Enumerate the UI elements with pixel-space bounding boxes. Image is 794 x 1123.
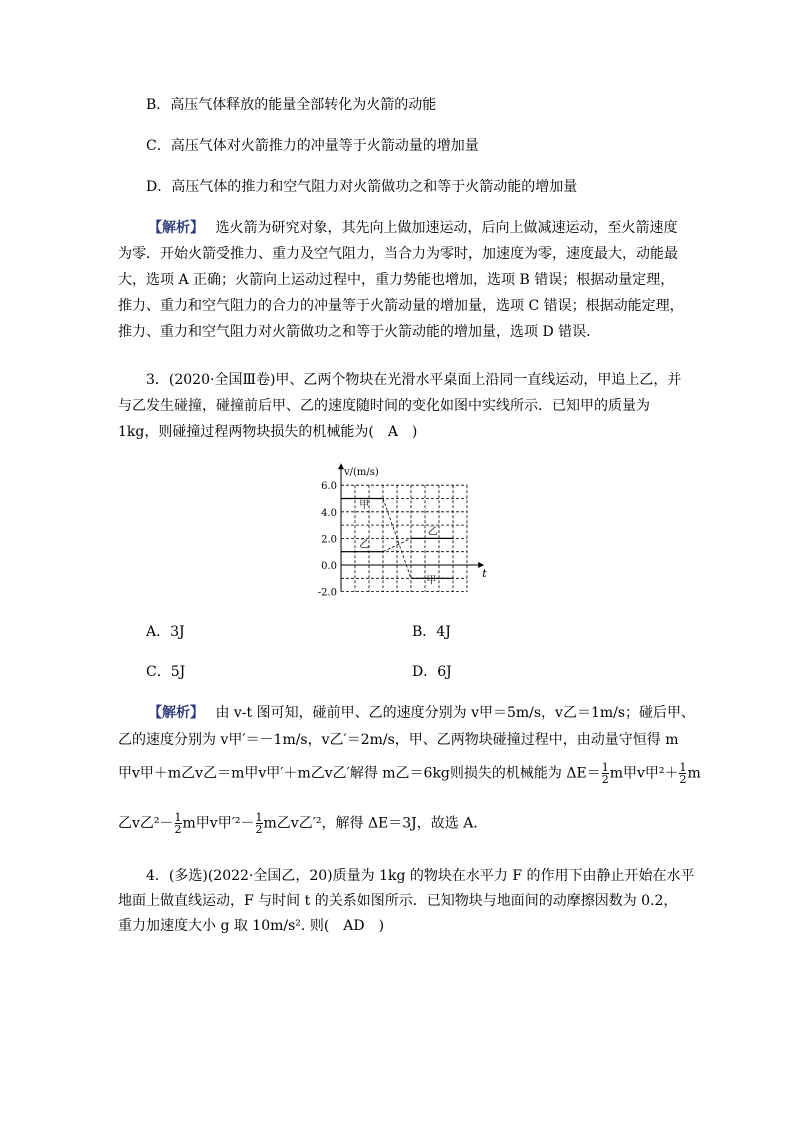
y-axis-label: v/(m/s) bbox=[344, 467, 379, 479]
option-b: B．高压气体释放的能量全部转化为火箭的动能 bbox=[146, 97, 437, 113]
analysis-line: 推力、重力和空气阻力的合力的冲量等于火箭动量的增加量，选项 C 错误；根据动能定理， bbox=[118, 298, 684, 314]
question-3-stem: 1kg，则碰撞过程两物块损失的机械能为( A ) bbox=[118, 424, 418, 440]
question-4-stem: 重力加速度大小 g 取 10m/s². 则( AD ) bbox=[118, 918, 385, 934]
y-tick-label: 6.0 bbox=[321, 481, 337, 493]
y-tick-label: 0.0 bbox=[321, 561, 337, 572]
option-b: B．4J bbox=[412, 624, 451, 640]
option-c: C．5J bbox=[146, 664, 186, 680]
analysis-line: 大，选项 A 正确；火箭向上运动过程中，重力势能也增加，选项 B 错误；根据动量定理， bbox=[118, 272, 675, 288]
analysis-line bbox=[148, 704, 696, 722]
option-d: D．高压气体的推力和空气阻力对火箭做功之和等于火箭动能的增加量 bbox=[146, 179, 578, 195]
numerator: 1 bbox=[174, 811, 182, 824]
numerator: 1 bbox=[679, 761, 687, 774]
series-label: 乙 bbox=[427, 526, 438, 538]
analysis-text: m甲v甲²＋ bbox=[609, 765, 679, 782]
denominator: 2 bbox=[601, 773, 609, 786]
series-label: 甲 bbox=[426, 575, 437, 587]
denominator: 2 bbox=[679, 773, 687, 786]
numerator: 1 bbox=[601, 761, 609, 774]
analysis-text: m甲v甲′²－ bbox=[182, 815, 255, 832]
y-tick-label: 2.0 bbox=[321, 534, 337, 546]
fraction bbox=[256, 812, 263, 835]
fraction bbox=[175, 812, 182, 835]
option-a: A．3J bbox=[146, 624, 185, 640]
x-axis-label: t bbox=[482, 567, 487, 580]
fraction bbox=[602, 762, 609, 785]
vt-chart bbox=[300, 460, 490, 605]
numerator: 1 bbox=[255, 811, 263, 824]
analysis-label: 【解析】 bbox=[148, 705, 197, 721]
analysis-text: 乙v乙²－ bbox=[118, 815, 174, 832]
analysis-text: m bbox=[687, 765, 701, 782]
option-c: C．高压气体对火箭推力的冲量等于火箭动量的增加量 bbox=[146, 138, 479, 154]
denominator: 2 bbox=[255, 823, 263, 836]
analysis-line bbox=[148, 219, 676, 237]
analysis-line: 为零．开始火箭受推力、重力及空气阻力，当合力为零时，加速度为零，速度最大，动能最 bbox=[118, 246, 678, 262]
y-tick-label: -2.0 bbox=[317, 587, 337, 599]
analysis-line bbox=[118, 812, 674, 835]
question-3-stem: 3．(2020·全国Ⅲ卷)甲、乙两个物块在光滑水平桌面上沿同一直线运动，甲追上乙，并 bbox=[146, 372, 682, 388]
question-3-stem: 与乙发生碰撞，碰撞前后甲、乙的速度随时间的变化如图中实线所示．已知甲的质量为 bbox=[118, 398, 650, 414]
denominator: 2 bbox=[174, 823, 182, 836]
analysis-line: 推力、重力和空气阻力对火箭做功之和等于火箭动能的增加量，选项 D 错误． bbox=[118, 324, 601, 340]
question-4-stem: 地面上做直线运动，F 与时间 t 的关系如图所示．已知物块与地面间的动摩擦因数为 0.2， bbox=[118, 893, 678, 909]
analysis-line bbox=[118, 761, 701, 786]
series-label: 甲 bbox=[359, 499, 370, 511]
option-d: D．6J bbox=[412, 664, 452, 680]
analysis-text: 甲v甲＋m乙v乙＝m甲v甲′＋m乙v乙′解得 m乙＝6kg则损失的机械能为 ΔE＝ bbox=[118, 765, 601, 782]
analysis-line: 乙的速度分别为 v甲′＝－1m/s，v乙′＝2m/s，甲、乙两物块碰撞过程中，由动量守恒得 m bbox=[118, 732, 679, 748]
series-label: 乙 bbox=[359, 539, 370, 551]
analysis-text: 选火箭为研究对象，其先向上做加速运动，后向上做减速运动，至火箭速度 bbox=[215, 220, 678, 236]
fraction bbox=[679, 762, 686, 785]
analysis-text: 由 v-t 图可知，碰前甲、乙的速度分别为 v甲＝5m/s，v乙＝1m/s；碰后甲、 bbox=[215, 705, 696, 721]
y-tick-label: 4.0 bbox=[321, 507, 337, 519]
analysis-text: m乙v乙′²，解得 ΔE＝3J，故选 A． bbox=[263, 815, 488, 832]
analysis-label: 【解析】 bbox=[148, 220, 197, 236]
question-4-stem: 4．(多选)(2022·全国乙，20)质量为 1kg 的物块在水平力 F 的作用下由静止开始在水平 bbox=[146, 868, 695, 884]
